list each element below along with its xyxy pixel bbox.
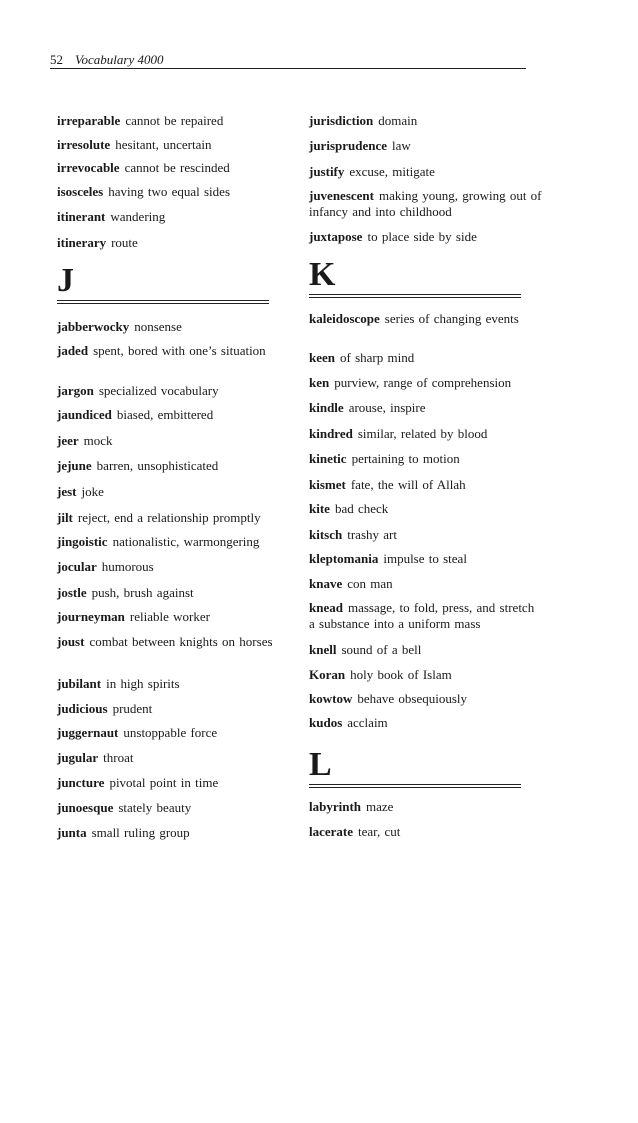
entry-definition: spent, bored with one’s situation — [93, 343, 266, 358]
entry-definition: of sharp mind — [340, 350, 415, 365]
entry-word: jostle — [57, 585, 87, 600]
entry-definition: fate, the will of Allah — [350, 477, 466, 492]
entry-word: jargon — [57, 383, 94, 398]
entry — [57, 800, 292, 816]
entry-word: junta — [57, 825, 87, 840]
entry-definition: domain — [378, 113, 418, 128]
entry — [57, 725, 292, 741]
entry-word: itinerary — [57, 235, 107, 250]
entry — [309, 477, 544, 493]
entry — [309, 113, 544, 129]
entry-word: juvenescent — [309, 188, 374, 203]
entry-word: kleptomania — [309, 551, 379, 566]
entry — [57, 343, 292, 359]
entry — [57, 676, 292, 692]
entry — [57, 701, 292, 717]
entry — [309, 551, 544, 567]
entry-definition: unstoppable force — [123, 725, 218, 740]
entry-word: juggernaut — [57, 725, 119, 740]
entry-word: irrevocable — [57, 160, 120, 175]
entry — [57, 775, 292, 791]
entry-definition: maze — [366, 799, 394, 814]
entry-definition: sound of a bell — [341, 642, 422, 657]
section-rule — [57, 300, 269, 304]
entry-word: isosceles — [57, 184, 104, 199]
entry — [309, 400, 544, 416]
entry-definition: similar, related by blood — [357, 426, 488, 441]
entry-definition: wandering — [110, 209, 166, 224]
entry-definition: cannot be repaired — [125, 113, 224, 128]
entry-definition: specialized vocabulary — [98, 383, 219, 398]
entry-word: journeyman — [57, 609, 125, 624]
entry-definition: route — [111, 235, 138, 250]
entry-word: kite — [309, 501, 330, 516]
entry-definition: arouse, inspire — [348, 400, 426, 415]
entry-definition: law — [392, 138, 411, 153]
entry-word: kindle — [309, 400, 344, 415]
section-letter: J — [57, 262, 74, 299]
entry-word: jabberwocky — [57, 319, 130, 334]
entry — [309, 799, 544, 815]
entry-definition: bad check — [334, 501, 389, 516]
entry-word: jaded — [57, 343, 89, 358]
entry-word: itinerant — [57, 209, 106, 224]
entry-word: Koran — [309, 667, 346, 682]
entry-word: joust — [57, 634, 85, 649]
entry-definition: acclaim — [347, 715, 388, 730]
entry-word: knell — [309, 642, 337, 657]
entry-definition: combat between knights on horses — [89, 634, 273, 649]
entry-word: jocular — [57, 559, 97, 574]
entry-definition: mock — [83, 433, 113, 448]
entry-word: kinetic — [309, 451, 347, 466]
entry-definition: making young, growing out of infancy and into childhood — [309, 188, 542, 219]
entry-word: jest — [57, 484, 77, 499]
entry-definition: prudent — [112, 701, 153, 716]
entry-definition: throat — [103, 750, 134, 765]
entry — [309, 667, 544, 683]
entry-definition: barren, unsophisticated — [96, 458, 219, 473]
entry — [57, 383, 292, 399]
entry-definition: impulse to steal — [383, 551, 467, 566]
entry — [57, 184, 292, 200]
entry — [57, 559, 292, 575]
entry — [57, 160, 292, 176]
entry-word: knead — [309, 600, 343, 615]
entry — [309, 576, 544, 592]
entry-word: junoesque — [57, 800, 114, 815]
entry-word: irresolute — [57, 137, 111, 152]
entry — [309, 375, 544, 391]
entry-definition: holy book of Islam — [350, 667, 452, 682]
entry — [309, 426, 544, 442]
entry-word: juncture — [57, 775, 105, 790]
entry-definition: hesitant, uncertain — [115, 137, 212, 152]
entry-definition: tear, cut — [358, 824, 401, 839]
entry-definition: humorous — [101, 559, 154, 574]
entry-word: jurisdiction — [309, 113, 374, 128]
entry — [309, 691, 544, 707]
entry — [57, 750, 292, 766]
entry-definition: nonsense — [134, 319, 182, 334]
entry — [57, 235, 292, 251]
entry — [57, 510, 297, 526]
entry-definition: excuse, mitigate — [349, 164, 435, 179]
entry — [309, 600, 544, 632]
entry-word: irreparable — [57, 113, 121, 128]
entry-word: jejune — [57, 458, 92, 473]
entry-word: jilt — [57, 510, 73, 525]
section-rule — [309, 784, 521, 788]
entry-definition: nationalistic, warmongering — [112, 534, 260, 549]
entry-word: kitsch — [309, 527, 343, 542]
entry-definition: to place side by side — [367, 229, 477, 244]
entry — [57, 484, 292, 500]
entry — [57, 209, 292, 225]
entry-definition: small ruling group — [91, 825, 190, 840]
entry — [57, 534, 297, 550]
entry-word: kindred — [309, 426, 353, 441]
entry-word: justify — [309, 164, 345, 179]
entry-definition: behave obsequiously — [357, 691, 468, 706]
entry — [57, 825, 292, 841]
entry — [57, 319, 292, 335]
entry-word: jingoistic — [57, 534, 108, 549]
entry-word: knave — [309, 576, 343, 591]
page-header — [50, 52, 526, 69]
entry — [309, 229, 544, 245]
entry — [309, 715, 544, 731]
entry-word: jugular — [57, 750, 99, 765]
entry — [309, 164, 544, 180]
section-header-l — [309, 748, 521, 788]
entry-word: ken — [309, 375, 330, 390]
entry — [57, 433, 292, 449]
entry — [309, 527, 544, 543]
entry-definition: push, brush against — [91, 585, 194, 600]
entry — [57, 113, 292, 129]
entry-definition: pertaining to motion — [351, 451, 460, 466]
entry-word: labyrinth — [309, 799, 362, 814]
entry-word: jurisprudence — [309, 138, 387, 153]
section-header-j — [57, 264, 269, 304]
entry-word: keen — [309, 350, 335, 365]
entry — [309, 451, 544, 467]
entry — [309, 501, 544, 517]
entry — [57, 585, 292, 601]
entry — [309, 311, 544, 327]
entry-definition: purview, range of comprehension — [334, 375, 512, 390]
entry-definition: joke — [81, 484, 104, 499]
entry-word: kowtow — [309, 691, 353, 706]
entry-word: kudos — [309, 715, 343, 730]
entry-definition: cannot be rescinded — [124, 160, 230, 175]
entry-word: kismet — [309, 477, 346, 492]
section-letter: L — [309, 746, 332, 783]
entry-word: jubilant — [57, 676, 102, 691]
entry-word: kaleidoscope — [309, 311, 380, 326]
entry-definition: in high spirits — [106, 676, 180, 691]
book-title: Vocabulary 4000 — [75, 52, 164, 67]
section-rule — [309, 294, 521, 298]
entry-definition: trashy art — [347, 527, 397, 542]
entry — [57, 137, 292, 153]
entry-word: lacerate — [309, 824, 354, 839]
entry — [309, 824, 544, 840]
page-number: 52 — [50, 52, 63, 67]
section-letter: K — [309, 256, 336, 293]
entry — [309, 188, 544, 220]
entry-word: judicious — [57, 701, 108, 716]
entry — [57, 407, 292, 423]
entry — [57, 458, 292, 474]
entry-definition: stately beauty — [118, 800, 192, 815]
entry — [57, 634, 292, 650]
entry-definition: having two equal sides — [108, 184, 231, 199]
entry-definition: massage, to fold, press, and stretch a substance into a uniform mass — [309, 600, 535, 631]
entry-definition: pivotal point in time — [109, 775, 219, 790]
entry-definition: reliable worker — [129, 609, 210, 624]
entry — [57, 609, 292, 625]
entry — [309, 642, 544, 658]
entry-word: jeer — [57, 433, 79, 448]
entry-definition: con man — [347, 576, 393, 591]
entry-word: juxtapose — [309, 229, 363, 244]
section-header-k — [309, 258, 521, 298]
entry — [309, 350, 544, 366]
entry-definition: reject, end a relationship promptly — [77, 510, 261, 525]
entry — [309, 138, 544, 154]
entry-word: jaundiced — [57, 407, 112, 422]
entry-definition: series of changing events — [384, 311, 519, 326]
entry-definition: biased, embittered — [116, 407, 214, 422]
